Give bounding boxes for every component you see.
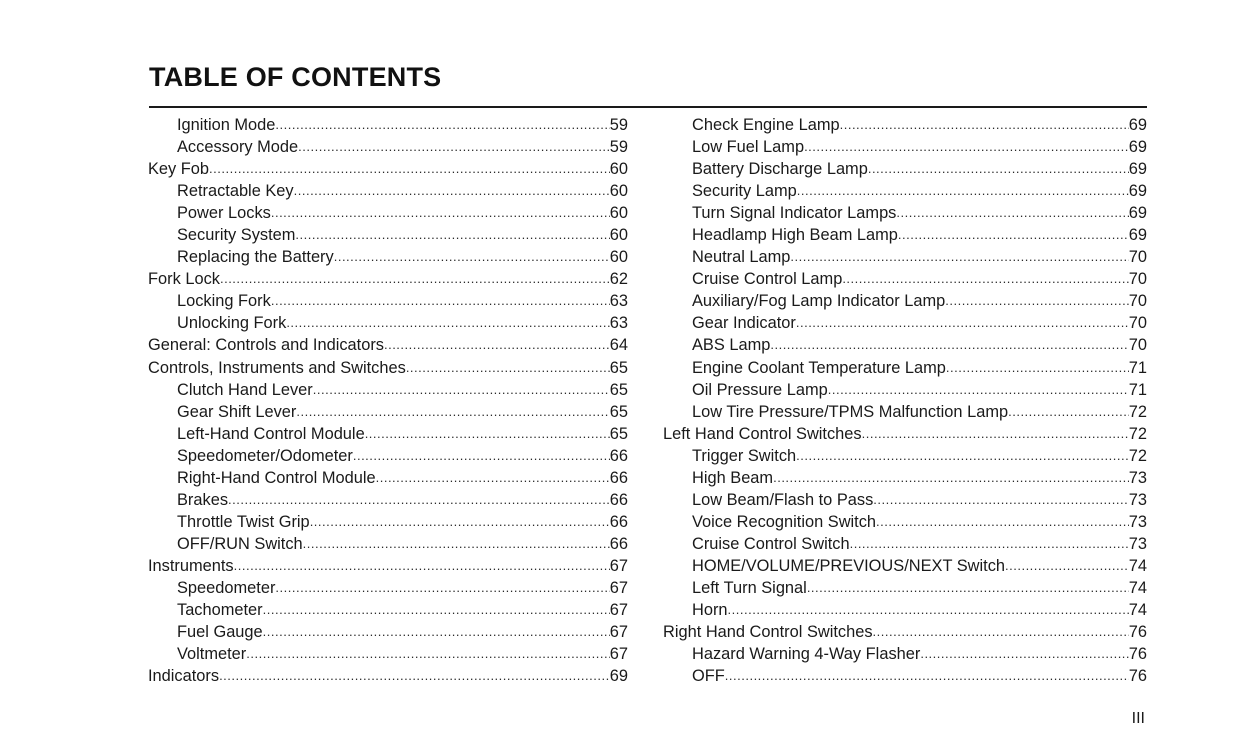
toc-entry-page: 67 <box>609 645 628 664</box>
toc-entry-page: 64 <box>609 336 628 355</box>
toc-entry[interactable] <box>663 643 1147 665</box>
toc-entry-page: 60 <box>609 226 628 245</box>
toc-entry[interactable] <box>663 312 1147 334</box>
toc-entry-page: 67 <box>609 578 628 597</box>
toc-entry[interactable] <box>663 379 1147 401</box>
dot-leader <box>797 180 1129 202</box>
dot-leader <box>898 224 1129 246</box>
toc-entry-label: Low Beam/Flash to Pass <box>692 490 874 509</box>
dot-leader <box>796 312 1129 334</box>
toc-entry-label: HOME/VOLUME/PREVIOUS/NEXT Switch <box>692 556 1006 575</box>
dot-leader <box>842 268 1128 290</box>
toc-entry-page: 73 <box>1128 490 1147 509</box>
dot-leader <box>1008 401 1129 423</box>
dot-leader <box>796 445 1129 467</box>
toc-entry[interactable] <box>663 224 1147 246</box>
toc-entry[interactable] <box>663 621 1147 643</box>
dot-leader <box>920 643 1128 665</box>
toc-entry-page: 73 <box>1128 468 1147 487</box>
toc-entry-label: OFF/RUN Switch <box>177 534 303 553</box>
toc-entry-page: 74 <box>1128 601 1147 620</box>
toc-entry-label: Voltmeter <box>177 645 247 664</box>
toc-entry[interactable] <box>148 136 628 158</box>
toc-entry-label: Left Hand Control Switches <box>663 424 862 443</box>
dot-leader <box>728 599 1129 621</box>
dot-leader <box>303 533 610 555</box>
toc-entry[interactable] <box>663 599 1147 621</box>
toc-entry-label: Speedometer/Odometer <box>177 446 353 465</box>
toc-entry-label: Check Engine Lamp <box>692 116 840 134</box>
toc-entry[interactable] <box>663 180 1147 202</box>
dot-leader <box>873 621 1129 643</box>
dot-leader <box>209 158 610 180</box>
toc-entry-label: Gear Shift Lever <box>177 402 297 421</box>
toc-entry-label: Neutral Lamp <box>692 248 791 267</box>
toc-entry-page: 72 <box>1128 446 1147 465</box>
toc-entry-page: 69 <box>1128 226 1147 245</box>
dot-leader <box>807 577 1129 599</box>
toc-entry-page: 60 <box>609 182 628 201</box>
toc-entry-label: Key Fob <box>148 160 210 179</box>
toc-entry-page: 67 <box>609 556 628 575</box>
toc-entry-page: 69 <box>609 667 628 686</box>
toc-entry-label: Indicators <box>148 667 220 686</box>
toc-entry-page: 66 <box>609 490 628 509</box>
toc-entry-label: Right-Hand Control Module <box>177 468 376 487</box>
toc-entry-page: 66 <box>609 446 628 465</box>
toc-entry-label: Engine Coolant Temperature Lamp <box>692 358 946 377</box>
toc-entry[interactable] <box>663 665 1147 687</box>
toc-entry[interactable] <box>148 489 628 511</box>
toc-entry[interactable] <box>663 555 1147 577</box>
toc-entry-page: 66 <box>609 534 628 553</box>
dot-leader <box>310 511 610 533</box>
toc-entry-page: 74 <box>1128 578 1147 597</box>
toc-entry-label: Hazard Warning 4-Way Flasher <box>692 645 921 664</box>
toc-entry-page: 73 <box>1128 534 1147 553</box>
toc-entry[interactable] <box>148 158 628 180</box>
toc-entry-page: 66 <box>609 512 628 531</box>
dot-leader <box>868 158 1129 180</box>
toc-entry-label: Gear Indicator <box>692 314 796 333</box>
toc-entry-label: OFF <box>692 667 725 686</box>
toc-entry-page: 69 <box>1128 182 1147 201</box>
toc-entry-label: Retractable Key <box>177 182 294 201</box>
toc-entry-label: Brakes <box>177 490 229 509</box>
dot-leader <box>946 357 1129 379</box>
dot-leader <box>263 599 610 621</box>
toc-entry-label: General: Controls and Indicators <box>148 336 384 355</box>
toc-left-column <box>148 114 628 687</box>
toc-entry-page: 71 <box>1128 380 1147 399</box>
dot-leader <box>234 555 610 577</box>
toc-entry[interactable] <box>663 577 1147 599</box>
toc-entry-page: 59 <box>609 116 628 134</box>
toc-entry-label: Right Hand Control Switches <box>663 623 873 642</box>
toc-entry[interactable] <box>663 489 1147 511</box>
toc-entry-page: 69 <box>1128 160 1147 179</box>
dot-leader <box>873 489 1128 511</box>
dot-leader <box>219 665 610 687</box>
dot-leader <box>275 577 609 599</box>
toc-entry[interactable] <box>148 114 628 136</box>
toc-entry-page: 71 <box>1128 358 1147 377</box>
toc-entry-page: 76 <box>1128 645 1147 664</box>
toc-entry-label: Low Fuel Lamp <box>692 138 805 157</box>
dot-leader <box>353 445 610 467</box>
toc-entry-page: 72 <box>1128 424 1147 443</box>
toc-entry[interactable] <box>148 665 628 687</box>
toc-entry-label: Locking Fork <box>177 292 271 311</box>
toc-entry-page: 62 <box>609 270 628 289</box>
toc-entry[interactable] <box>148 401 628 423</box>
dot-leader <box>228 489 610 511</box>
toc-entry-label: Security System <box>177 226 296 245</box>
toc-entry[interactable] <box>148 533 628 555</box>
toc-entry[interactable] <box>148 577 628 599</box>
toc-entry-page: 67 <box>609 623 628 642</box>
toc-entry-page: 76 <box>1128 667 1147 686</box>
toc-entry-page: 70 <box>1128 292 1147 311</box>
toc-entry[interactable] <box>148 224 628 246</box>
dot-leader <box>725 665 1129 687</box>
toc-entry[interactable] <box>148 555 628 577</box>
toc-entry-label: Unlocking Fork <box>177 314 287 333</box>
toc-entry[interactable] <box>148 290 628 312</box>
toc-entry-label: Left Turn Signal <box>692 578 807 597</box>
toc-entry-label: Battery Discharge Lamp <box>692 160 868 179</box>
dot-leader <box>770 334 1128 356</box>
toc-entry-page: 63 <box>609 292 628 311</box>
toc-entry[interactable] <box>148 379 628 401</box>
dot-leader <box>896 202 1128 224</box>
toc-entry[interactable] <box>148 180 628 202</box>
toc-entry[interactable] <box>148 312 628 334</box>
toc-entry-label: Fuel Gauge <box>177 623 263 642</box>
toc-entry[interactable] <box>148 246 628 268</box>
toc-entry[interactable] <box>663 334 1147 356</box>
toc-entry[interactable] <box>663 290 1147 312</box>
toc-entry-label: Oil Pressure Lamp <box>692 380 828 399</box>
dot-leader <box>263 621 610 643</box>
dot-leader <box>220 268 610 290</box>
toc-entry-label: Low Tire Pressure/TPMS Malfunction Lamp <box>692 402 1009 421</box>
toc-entry-page: 73 <box>1128 512 1147 531</box>
dot-leader <box>295 224 609 246</box>
toc-entry[interactable] <box>663 158 1147 180</box>
toc-entry[interactable] <box>148 423 628 445</box>
toc-entry[interactable] <box>148 357 628 379</box>
title-rule <box>149 106 1147 108</box>
toc-entry-page: 70 <box>1128 270 1147 289</box>
toc-entry-label: Headlamp High Beam Lamp <box>692 226 898 245</box>
dot-leader <box>286 312 609 334</box>
toc-entry-label: Security Lamp <box>692 182 797 201</box>
dot-leader <box>850 533 1129 555</box>
toc-entry-page: 70 <box>1128 336 1147 355</box>
toc-entry-page: 72 <box>1128 402 1147 421</box>
dot-leader <box>296 401 609 423</box>
toc-entry[interactable] <box>663 533 1147 555</box>
toc-entry-label: Accessory Mode <box>177 138 299 157</box>
toc-entry[interactable] <box>148 445 628 467</box>
toc-entry[interactable] <box>663 423 1147 445</box>
toc-entry[interactable] <box>148 599 628 621</box>
toc-entry-page: 65 <box>609 380 628 399</box>
toc-entry-label: Throttle Twist Grip <box>177 512 310 531</box>
toc-entry[interactable] <box>148 268 628 290</box>
toc-entry[interactable] <box>663 136 1147 158</box>
toc-entry-label: Tachometer <box>177 601 263 620</box>
toc-entry-label: ABS Lamp <box>692 336 771 355</box>
dot-leader <box>840 114 1129 136</box>
toc-entry-page: 69 <box>1128 116 1147 134</box>
toc-entry[interactable] <box>148 643 628 665</box>
dot-leader <box>246 643 610 665</box>
dot-leader <box>365 423 610 445</box>
toc-entry-page: 59 <box>609 138 628 157</box>
toc-entry-label: Trigger Switch <box>692 446 797 465</box>
toc-entry-label: Controls, Instruments and Switches <box>148 358 406 377</box>
toc-entry[interactable] <box>663 268 1147 290</box>
toc-entry[interactable] <box>148 334 628 356</box>
toc-entry[interactable] <box>148 467 628 489</box>
dot-leader <box>384 334 610 356</box>
dot-leader <box>876 511 1129 533</box>
dot-leader <box>945 290 1129 312</box>
toc-entry-page: 70 <box>1128 314 1147 333</box>
dot-leader <box>804 136 1129 158</box>
toc-entry-label: Fork Lock <box>148 270 220 289</box>
toc-entry-label: Ignition Mode <box>177 116 276 134</box>
toc-entry[interactable] <box>663 445 1147 467</box>
dot-leader <box>271 290 610 312</box>
dot-leader <box>828 379 1129 401</box>
toc-entry-label: Clutch Hand Lever <box>177 380 313 399</box>
toc-entry-page: 65 <box>609 358 628 377</box>
dot-leader <box>275 114 609 136</box>
toc-entry-label: Auxiliary/Fog Lamp Indicator Lamp <box>692 292 946 311</box>
toc-entry[interactable] <box>663 202 1147 224</box>
dot-leader <box>773 467 1129 489</box>
toc-entry-page: 66 <box>609 468 628 487</box>
dot-leader <box>862 423 1129 445</box>
toc-entry-page: 65 <box>609 402 628 421</box>
dot-leader <box>294 180 610 202</box>
toc-entry[interactable] <box>148 202 628 224</box>
toc-entry-page: 69 <box>1128 204 1147 223</box>
toc-entry-label: Instruments <box>148 556 234 575</box>
dot-leader <box>313 379 610 401</box>
toc-entry[interactable] <box>663 246 1147 268</box>
toc-entry[interactable] <box>148 511 628 533</box>
toc-right-column <box>663 114 1147 687</box>
toc-entry[interactable] <box>663 357 1147 379</box>
dot-leader <box>298 136 610 158</box>
toc-entry-page: 65 <box>609 424 628 443</box>
toc-entry-page: 76 <box>1128 623 1147 642</box>
page-number: III <box>1131 710 1145 727</box>
toc-entry-page: 60 <box>609 160 628 179</box>
toc-entry-label: Replacing the Battery <box>177 248 334 267</box>
toc-entry-page: 60 <box>609 204 628 223</box>
toc-entry-label: Cruise Control Lamp <box>692 270 843 289</box>
page-title: TABLE OF CONTENTS <box>149 62 442 92</box>
dot-leader <box>334 246 610 268</box>
dot-leader <box>1005 555 1129 577</box>
toc-entry-page: 63 <box>609 314 628 333</box>
dot-leader <box>406 357 610 379</box>
toc-entry-label: Voice Recognition Switch <box>692 512 877 531</box>
toc-entry-page: 67 <box>609 601 628 620</box>
toc-entry-page: 74 <box>1128 556 1147 575</box>
toc-entry[interactable] <box>148 621 628 643</box>
toc-entry-label: Horn <box>692 601 728 620</box>
toc-entry-label: Power Locks <box>177 204 271 223</box>
toc-entry[interactable] <box>663 114 1147 136</box>
toc-entry-label: Cruise Control Switch <box>692 534 850 553</box>
toc-entry-label: Turn Signal Indicator Lamps <box>692 204 897 223</box>
toc-entry[interactable] <box>663 467 1147 489</box>
toc-entry-label: Speedometer <box>177 578 276 597</box>
toc-entry-label: High Beam <box>692 468 774 487</box>
toc-entry[interactable] <box>663 511 1147 533</box>
toc-entry-page: 70 <box>1128 248 1147 267</box>
toc-entry-page: 69 <box>1128 138 1147 157</box>
toc-entry-label: Left-Hand Control Module <box>177 424 365 443</box>
dot-leader <box>790 246 1128 268</box>
dot-leader <box>376 467 610 489</box>
dot-leader <box>271 202 610 224</box>
toc-entry[interactable] <box>663 401 1147 423</box>
toc-entry-page: 60 <box>609 248 628 267</box>
